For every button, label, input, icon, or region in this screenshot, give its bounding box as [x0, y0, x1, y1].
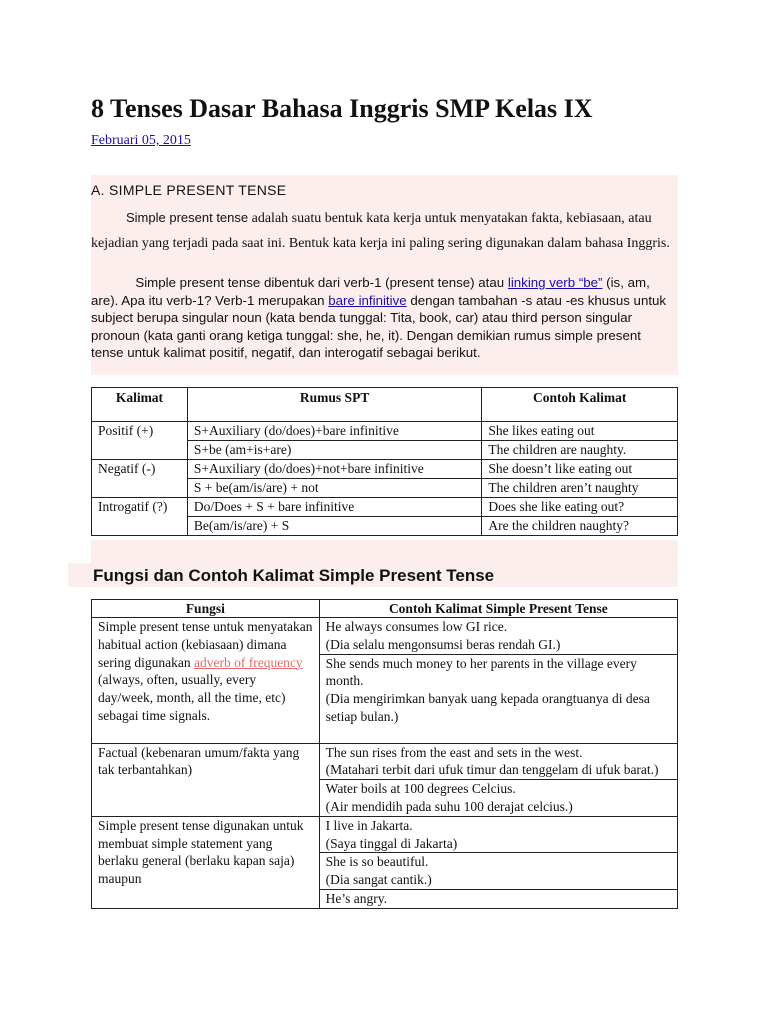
row-label: Positif (+) — [92, 422, 188, 460]
paragraph-definition — [91, 205, 676, 256]
heading-highlight-edge — [68, 563, 92, 587]
formula-cell: Be(am/is/are) + S — [187, 517, 481, 536]
example-text: Water boils at 100 degrees Celcius. — [325, 781, 516, 797]
example-cell — [319, 743, 677, 780]
section-a-heading: A. SIMPLE PRESENT TENSE — [91, 182, 287, 198]
formula-cell: S + be(am/is/are) + not — [187, 479, 481, 498]
function-cell: Simple present tense digunakan untuk membuat simple statement yang berlaku general (berlaku kapan saja) maupun — [92, 816, 320, 908]
function-cell — [92, 618, 320, 744]
example-text: She is so beautiful. — [325, 854, 429, 870]
function-cell: Factual (kebenaran umum/fakta yang tak terbantahkan) — [92, 743, 320, 816]
header-contoh: Contoh Kalimat — [482, 388, 678, 422]
example-text: I live in Jakarta. — [325, 817, 413, 833]
formula-table — [91, 387, 678, 536]
table-row — [92, 498, 678, 517]
function-table — [91, 599, 678, 909]
linking-verb-link[interactable]: linking verb “be” — [507, 275, 603, 290]
example-cell — [319, 618, 677, 655]
page-title: 8 Tenses Dasar Bahasa Inggris SMP Kelas IX — [91, 94, 593, 123]
paragraph-text: adalah suatu bentuk kata kerja untuk menyatakan fakta, kebiasaan, atau kejadian yang terjadi pada saat ini. Bentuk kata kerja ini paling sering digunakan dalam bahasa Inggris. — [91, 211, 670, 251]
example-cell: She doesn’t like eating out — [482, 460, 678, 479]
formula-cell: Do/Does + S + bare infinitive — [187, 498, 481, 517]
table-header-row — [92, 388, 678, 422]
row-label: Introgatif (?) — [92, 498, 188, 536]
table-row — [92, 618, 678, 655]
table-row — [92, 743, 678, 780]
table-header-row — [92, 600, 678, 618]
example-cell: The children aren’t naughty — [482, 479, 678, 498]
paragraph-text: dengan tambahan -s atau -es khusus untuk subject berupa singular noun (kata benda tunggal: Tita, book, car) atau third person singular pronoun (kata ganti orang ketiga tunggal: she, he, it). Dengan demikian rumus simple present tense untuk kalimat positif, negatif, dan interogatif sebagai berikut. — [91, 292, 667, 360]
example-translation: (Matahari terbit dari ufuk timur dan tenggelam di ufuk barat.) — [325, 762, 659, 778]
example-text: She sends much money to her parents in the village every month. — [325, 655, 637, 689]
paragraph-text: Simple present tense dibentuk dari verb-1 (present tense) atau — [135, 275, 508, 290]
header-contoh-kalimat: Contoh Kalimat Simple Present Tense — [319, 600, 677, 618]
paragraph-lead: Simple present tense — [126, 210, 249, 225]
table-row — [92, 422, 678, 441]
adverb-frequency-link[interactable]: adverb of frequency — [193, 654, 303, 670]
paragraph-formation — [91, 274, 676, 362]
example-cell — [319, 889, 677, 908]
example-text: The sun rises from the east and sets in the west. — [325, 744, 583, 760]
example-translation: (Dia mengirimkan banyak uang kepada orangtuanya di desa setiap bulan.) — [325, 691, 650, 724]
row-label: Negatif (-) — [92, 460, 188, 498]
example-cell — [319, 816, 677, 853]
example-cell — [319, 853, 677, 890]
example-cell: The children are naughty. — [482, 441, 678, 460]
example-text: He’s angry. — [325, 890, 388, 906]
bare-infinitive-link[interactable]: bare infinitive — [328, 292, 407, 308]
example-cell: She likes eating out — [482, 422, 678, 441]
section-b-heading: Fungsi dan Contoh Kalimat Simple Present Tense — [93, 566, 495, 585]
example-translation: (Dia sangat cantik.) — [325, 872, 432, 888]
header-fungsi: Fungsi — [92, 600, 320, 618]
example-translation: (Air mendidih pada suhu 100 derajat celcius.) — [325, 798, 573, 814]
post-date-link[interactable]: Februari 05, 2015 — [91, 133, 191, 148]
example-cell: Does she like eating out? — [482, 498, 678, 517]
formula-cell: S+Auxiliary (do/does)+bare infinitive — [187, 422, 481, 441]
example-cell — [319, 654, 677, 743]
example-text: He always consumes low GI rice. — [325, 619, 508, 634]
table-row — [92, 816, 678, 853]
example-translation: (Saya tinggal di Jakarta) — [325, 835, 458, 851]
paragraph-text: (is, am, are). Apa itu verb-1? Verb-1 merupakan — [91, 275, 650, 308]
table-row — [92, 460, 678, 479]
formula-cell: S+be (am+is+are) — [187, 441, 481, 460]
formula-cell: S+Auxiliary (do/does)+not+bare infinitive — [187, 460, 481, 479]
function-text: (always, often, usually, every day/week, month, all the time, etc) sebagai time signals. — [98, 672, 286, 723]
header-rumus: Rumus SPT — [187, 388, 481, 422]
function-text: Simple present tense untuk menyatakan habitual action (kebiasaan) dimana sering digunakan — [98, 619, 313, 670]
example-cell: Are the children naughty? — [482, 517, 678, 536]
example-translation: (Dia selalu mengonsumsi beras rendah GI.) — [325, 636, 561, 652]
example-cell — [319, 780, 677, 817]
header-kalimat: Kalimat — [92, 388, 188, 422]
